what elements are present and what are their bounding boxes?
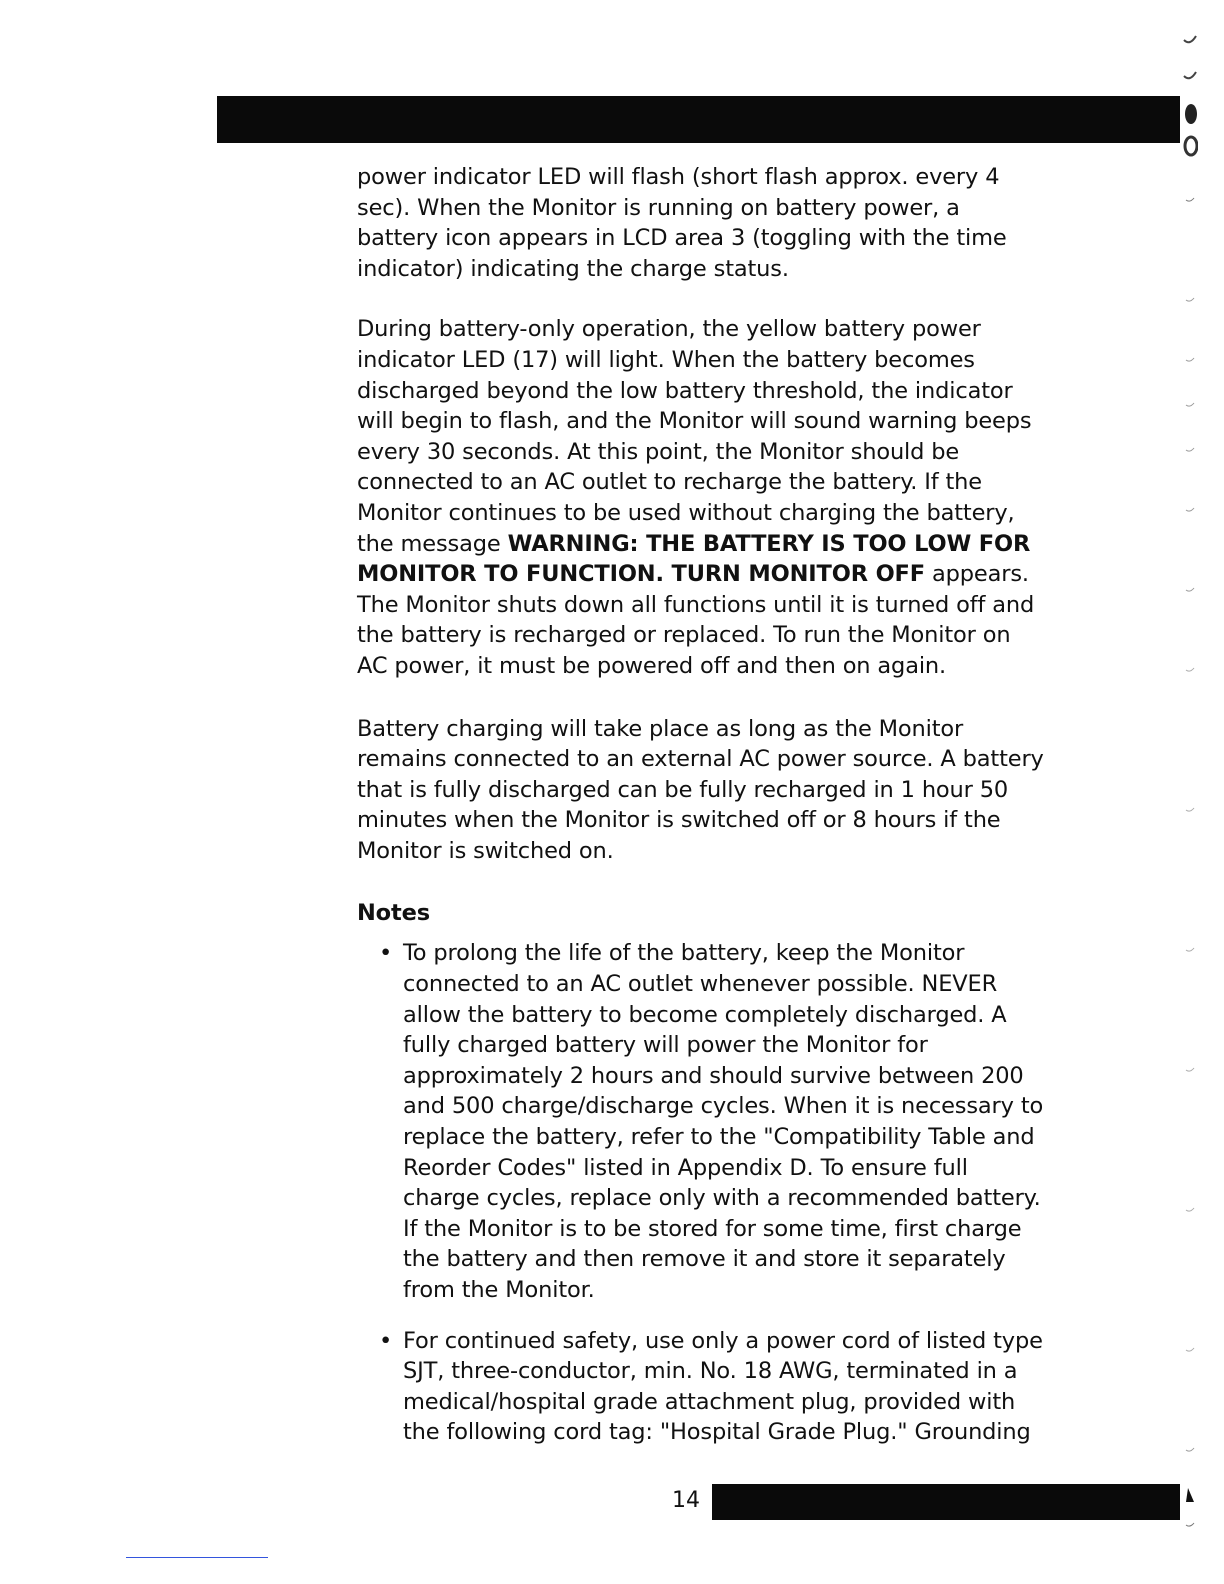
bullet-icon: • — [379, 940, 393, 967]
bottom-rule — [126, 1557, 268, 1558]
page-body — [357, 162, 1047, 1468]
footer-bar — [712, 1484, 1180, 1520]
notes-list — [357, 938, 1047, 1448]
binding-holes-icon — [1180, 10, 1198, 1550]
paragraph-battery-only-tail: appears. The Monitor shuts down all functions until it is turned off and the battery is recharged or replaced. To run the Monitor on AC power, it must be powered off and then on again. — [357, 561, 1035, 679]
note-item-battery-life — [357, 938, 1047, 1305]
paragraph-battery-only-operation — [357, 314, 1047, 681]
note-item-power-cord — [357, 1326, 1047, 1448]
bullet-icon: • — [379, 1327, 393, 1354]
note-text-power-cord: For continued safety, use only a power cord of listed type SJT, three-conductor, min. No. 18 AWG, terminated in a medical/hospital grade attachment plug, provided with the following cord tag: "Hospital Grade Plug." Grounding — [403, 1327, 1043, 1446]
header-bar — [217, 96, 1180, 143]
note-text-battery-life: To prolong the life of the battery, keep the Monitor connected to an AC outlet whenever possible. NEVER allow the battery to become completely discharged. A fully charged battery will power the Monitor for approximately 2 hours and should survive between 200 and 500 charge/discharge cycles. When it is necessary to replace the battery, refer to the "Compatibility Table and Reorder Codes" listed in Appendix D. To ensure full charge cycles, replace only with a recommended battery. If the Monitor is to be stored for some time, first charge the battery and then remove it and store it separately from the Monitor. — [403, 940, 1044, 1303]
paragraph-battery-only-text: During battery-only operation, the yellow battery power indicator LED (17) will light. When the battery becomes discharged beyond the low battery threshold, the indicator will begin to flash, and the Monitor will sound warning beeps every 30 seconds. At this point, the Monitor should be connected to an AC outlet to recharge the battery. If the Monitor continues to be used without charging the battery, the message — [357, 316, 1032, 557]
paragraph-battery-charging: Battery charging will take place as long as the Monitor remains connected to an external AC power source. A battery that is fully discharged can be fully recharged in 1 hour 50 minutes when the Monitor is switched off or 8 hours if the Monitor is switched on. — [357, 715, 1044, 864]
paragraph-power-indicator: power indicator LED will flash (short flash approx. every 4 sec). When the Monitor is running on battery power, a battery icon appears in LCD area 3 (toggling with the time indicator) indicating the charge status. — [357, 164, 1007, 282]
page-number: 14 — [672, 1488, 700, 1513]
battery-warning-message: WARNING: THE BATTERY IS TOO LOW FOR MONITOR TO FUNCTION. TURN MONITOR OFF — [357, 530, 1031, 588]
notes-heading: Notes — [357, 900, 430, 927]
